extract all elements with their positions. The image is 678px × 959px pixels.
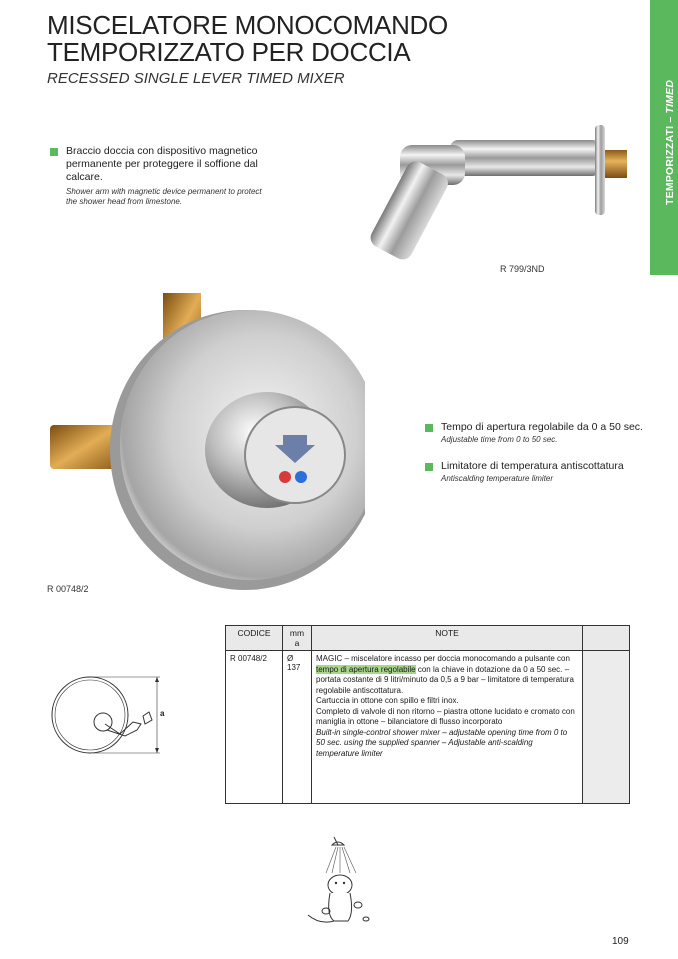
shower-mascot-illustration bbox=[296, 833, 386, 928]
feature-text-en: Antiscalding temperature limiter bbox=[441, 474, 554, 483]
column-header-extra bbox=[583, 626, 630, 651]
feature-adjustable-time bbox=[425, 421, 645, 445]
highlighted-text: tempo di apertura regolabile bbox=[316, 664, 416, 674]
mixer-image bbox=[45, 285, 365, 595]
dimension-label: a bbox=[160, 709, 165, 718]
title-line-2: TEMPORIZZATO PER DOCCIA bbox=[47, 37, 411, 67]
bullet-square-icon bbox=[50, 148, 58, 156]
feature-text-it: Braccio doccia con dispositivo magnetico permanente per proteggere il soffione dal calcare. bbox=[66, 145, 258, 183]
cell-extra bbox=[583, 651, 630, 804]
spec-table bbox=[225, 625, 630, 804]
page-subtitle: RECESSED SINGLE LEVER TIMED MIXER bbox=[47, 70, 345, 87]
cell-code: R 00748/2 bbox=[226, 651, 283, 804]
cell-note: MAGIC – miscelatore incasso per doccia monocomando a pulsante con tempo di apertura regolabile con la chiave in dotazione da 0 a 50 sec. – portata costante di 9 litri/minuto da 0,5 a 9 bar – limitatore di temperatura regolabile antiscottatura. Cartuccia in ottone con spillo e filtri inox. Completo di valvole di non ritorno – piastra ottone lucidato e cromato con maniglia in ottone – bilanciatore di flusso incorporato Built-in single-control shower mixer – adjustable opening time from 0 to 50 sec. using the supplied spanner – Adjustable anti-scalding temperature limiter bbox=[312, 651, 583, 804]
feature-text-it: Limitatore di temperatura antiscottatura bbox=[441, 460, 624, 472]
table-row bbox=[226, 651, 630, 804]
product-code-mixer: R 00748/2 bbox=[47, 584, 89, 594]
cell-mm: Ø 137 bbox=[283, 651, 312, 804]
feature-text-en: Shower arm with magnetic device permanent to protect the shower head from limestone. bbox=[66, 187, 262, 206]
feature-text-it: Tempo di apertura regolabile da 0 a 50 sec. bbox=[441, 421, 643, 433]
feature-temperature-limiter bbox=[425, 460, 645, 484]
product-code-arm: R 799/3ND bbox=[500, 264, 545, 274]
feature-text-en: Adjustable time from 0 to 50 sec. bbox=[441, 435, 558, 444]
page-number: 109 bbox=[612, 936, 629, 947]
category-tab-label: TEMPORIZZATI – TIMED bbox=[664, 79, 676, 205]
feature-shower-arm bbox=[50, 145, 265, 207]
bullet-square-icon bbox=[425, 463, 433, 471]
column-header-note: NOTE bbox=[312, 626, 583, 651]
bullet-square-icon bbox=[425, 424, 433, 432]
note-text-en: Built-in single-control shower mixer – adjustable opening time from 0 to 50 sec. using the supplied spanner – Adjustable anti-scalding temperature limiter bbox=[316, 727, 568, 758]
page-title bbox=[47, 12, 448, 66]
table-header-row bbox=[226, 626, 630, 651]
column-header-mm: mm a bbox=[283, 626, 312, 651]
title-line-1: MISCELATORE MONOCOMANDO bbox=[47, 10, 448, 40]
column-header-code: CODICE bbox=[226, 626, 283, 651]
technical-drawing bbox=[45, 672, 175, 762]
shower-arm-image bbox=[370, 120, 635, 265]
